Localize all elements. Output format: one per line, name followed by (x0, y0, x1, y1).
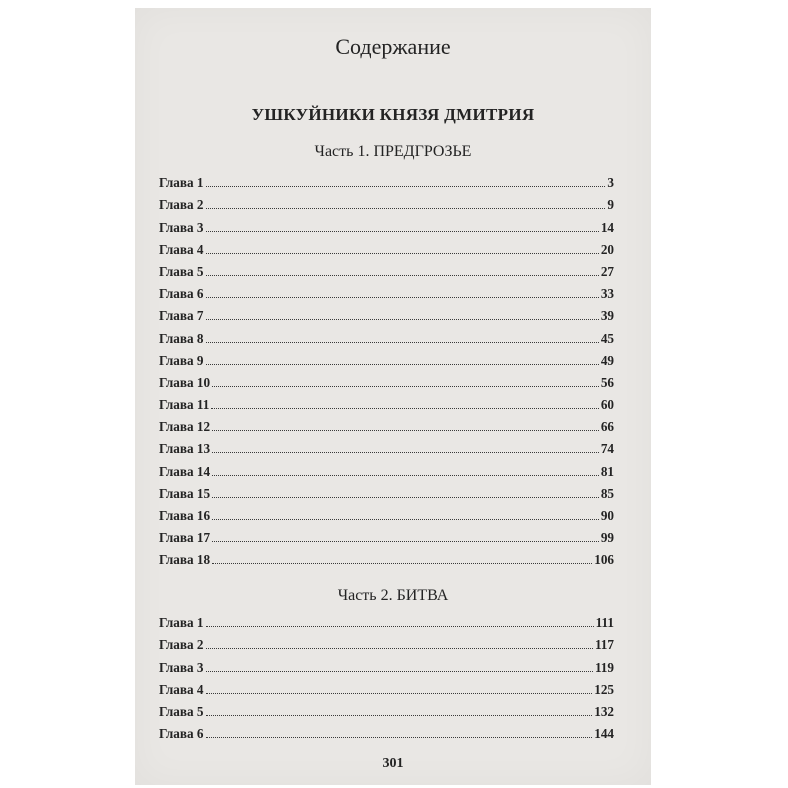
part-1-chapter-list (159, 168, 614, 567)
chapter-page-number: 106 (594, 552, 614, 568)
toc-entry (159, 523, 614, 545)
chapter-label: Глава 13 (159, 441, 211, 457)
chapter-page-number: 119 (594, 659, 614, 675)
toc-entry (159, 675, 614, 697)
chapter-label: Глава 6 (159, 726, 204, 742)
dot-leader (212, 452, 599, 453)
toc-entry (159, 608, 614, 630)
toc-entry (159, 719, 614, 741)
chapter-page-number: 74 (600, 441, 614, 457)
chapter-label: Глава 10 (159, 374, 211, 390)
chapter-page-number: 117 (594, 637, 614, 653)
chapter-page-number: 33 (600, 286, 614, 302)
chapter-page-number: 56 (600, 374, 614, 390)
dot-leader (206, 275, 599, 276)
dot-leader (212, 475, 599, 476)
chapter-label: Глава 16 (159, 508, 211, 523)
page-number: 301 (382, 756, 404, 771)
part-2-title: Часть 2. БИТВА (337, 587, 449, 604)
chapter-label: Глава 7 (159, 308, 204, 324)
toc-entry (159, 323, 614, 345)
toc-entry (159, 235, 614, 257)
toc-entry (159, 501, 614, 523)
toc-entry (159, 279, 614, 301)
chapter-label: Глава 8 (159, 330, 204, 346)
chapter-page-number: 144 (594, 726, 614, 742)
chapter-page-number: 45 (600, 330, 614, 346)
chapter-page-number: 99 (600, 530, 614, 546)
toc-entry (159, 412, 614, 434)
chapter-page-number: 20 (600, 241, 614, 257)
chapter-page-number: 132 (594, 703, 614, 719)
chapter-label: Глава 4 (159, 681, 204, 697)
toc-entry (159, 479, 614, 501)
dot-leader (212, 541, 599, 542)
chapter-label: Глава 14 (159, 463, 211, 479)
toc-entry (159, 301, 614, 323)
dot-leader (212, 563, 592, 564)
chapter-label: Глава 1 (159, 175, 204, 191)
part-1-title: Часть 1. ПРЕДГРОЗЬЕ (314, 143, 472, 160)
chapter-label: Глава 15 (159, 485, 211, 501)
dot-leader (212, 386, 599, 387)
chapter-label: Глава 4 (159, 241, 204, 257)
dot-leader (206, 208, 606, 209)
toc-entry (159, 212, 614, 234)
toc-entry (159, 456, 614, 478)
chapter-page-number: 111 (595, 615, 614, 631)
dot-leader (212, 519, 599, 520)
book-page (135, 8, 651, 785)
chapter-label: Глава 11 (159, 397, 210, 413)
dot-leader (206, 626, 594, 627)
toc-entry (159, 434, 614, 456)
book-title: УШКУЙНИКИ КНЯЗЯ ДМИТРИЯ (251, 105, 535, 124)
toc-entry (159, 697, 614, 719)
dot-leader (212, 497, 599, 498)
dot-leader (206, 671, 593, 672)
chapter-page-number: 3 (607, 175, 614, 191)
dot-leader (206, 319, 599, 320)
chapter-page-number: 39 (600, 308, 614, 324)
dot-leader (206, 364, 599, 365)
chapter-label: Глава 1 (159, 615, 204, 631)
dot-leader (206, 186, 606, 187)
chapter-page-number: 66 (600, 419, 614, 435)
dot-leader (206, 715, 593, 716)
chapter-label: Глава 2 (159, 197, 204, 213)
chapter-page-number: 81 (600, 463, 614, 479)
chapter-label: Глава 3 (159, 219, 204, 235)
chapter-label: Глава 2 (159, 637, 204, 653)
chapter-label: Глава 12 (159, 419, 211, 435)
toc-entry (159, 257, 614, 279)
chapter-page-number: 60 (600, 397, 614, 413)
chapter-label: Глава 6 (159, 286, 204, 302)
chapter-label: Глава 18 (159, 552, 211, 568)
chapter-page-number: 14 (600, 219, 614, 235)
dot-leader (206, 737, 593, 738)
toc-entry (159, 390, 614, 412)
chapter-page-number: 9 (607, 197, 614, 213)
toc-entry (159, 545, 614, 567)
dot-leader (212, 430, 599, 431)
chapter-label: Глава 17 (159, 530, 211, 546)
chapter-label: Глава 5 (159, 263, 204, 279)
dot-leader (211, 408, 598, 409)
toc-entry (159, 168, 614, 190)
dot-leader (206, 297, 599, 298)
chapter-page-number: 27 (600, 263, 614, 279)
dot-leader (206, 253, 599, 254)
toc-entry (159, 630, 614, 652)
toc-entry (159, 346, 614, 368)
chapter-label: Глава 9 (159, 352, 204, 368)
contents-title: Содержание (335, 34, 451, 59)
part-2-chapter-list (159, 608, 614, 741)
dot-leader (206, 693, 593, 694)
chapter-page-number: 49 (600, 352, 614, 368)
dot-leader (206, 231, 599, 232)
chapter-page-number: 125 (594, 681, 614, 697)
dot-leader (206, 648, 593, 649)
chapter-page-number: 85 (600, 485, 614, 501)
toc-entry (159, 652, 614, 674)
chapter-label: Глава 3 (159, 659, 204, 675)
chapter-label: Глава 5 (159, 703, 204, 719)
chapter-page-number: 90 (600, 508, 614, 523)
toc-entry (159, 368, 614, 390)
toc-entry (159, 190, 614, 212)
dot-leader (206, 342, 599, 343)
